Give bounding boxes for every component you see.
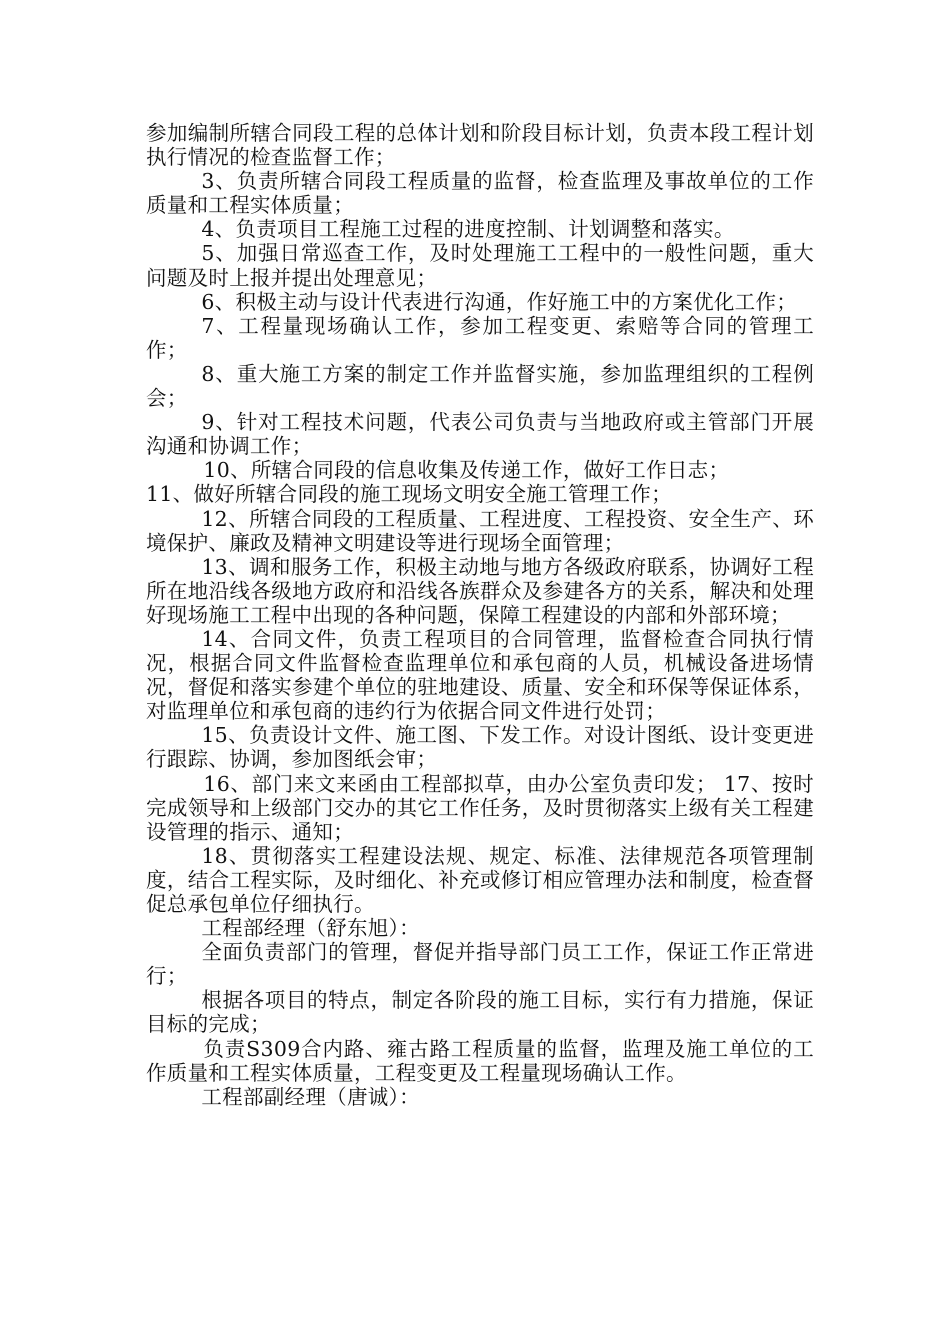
paragraph-item-4: 4、负责项目工程施工过程的进度控制、计划调整和落实。 [201, 217, 735, 242]
paragraph-item-18: 18、贯彻落实工程建设法规、规定、标准、法律规范各项管理制度，结合工程实际，及时细化、补充或修订相应管理办法和制度，检查督促总承包单位仔细执行。 [146, 843, 814, 916]
paragraph-item-7: 7、工程量现场确认工作，参加工程变更、索赔等合同的管理工作； [146, 313, 814, 362]
paragraph-plan: 参加编制所辖合同段工程的总体计划和阶段目标计划，负责本段工程计划执行情况的检查监督工作； [146, 121, 814, 170]
paragraph-item-8: 8、重大施工方案的制定工作并监督实施，参加监理组织的工程例会； [146, 361, 814, 411]
paragraph-manager-duty-1: 全面负责部门的管理，督促并指导部门员工工作，保证工作正常进行； [146, 940, 814, 989]
paragraph-item-11: 11、做好所辖合同段的施工现场文明安全施工管理工作； [146, 482, 672, 507]
heading-manager: 工程部经理（舒东旭）： [201, 916, 420, 941]
paragraph-item-5: 5、加强日常巡查工作，及时处理施工工程中的一般性问题，重大问题及时上报并提出处理意见； [146, 241, 814, 290]
paragraph-manager-duty-3: 负责S309合内路、雍古路工程质量的监督，监理及施工单位的工作质量和工程实体质量，工程变更及工程量现场确认工作。 [146, 1036, 814, 1085]
paragraph-manager-duty-2: 根据各项目的特点，制定各阶段的施工目标，实行有力措施，保证目标的完成； [146, 988, 814, 1037]
paragraph-item-10: 10、所辖合同段的信息收集及传递工作，做好工作日志； [203, 458, 730, 483]
paragraph-item-12: 12、所辖合同段的工程质量、工程进度、工程投资、安全生产、环境保护、廉政及精神文明建设等进行现场全面管理； [146, 506, 814, 555]
paragraph-item-14: 14、合同文件，负责工程项目的合同管理，监督检查合同执行情况，根据合同文件监督检查监理单位和承包商的人员，机械设备进场情况，督促和落实参建个单位的驻地建设、质量、安全和环保等保证体系，对监理单位和承包商的违约行为依据合同文件进行处罚； [146, 626, 814, 724]
paragraph-item-6: 6、积极主动与设计代表进行沟通，作好施工中的方案优化工作； [201, 289, 798, 314]
paragraph-item-13: 13、调和服务工作，积极主动地与地方各级政府联系，协调好工程所在地沿线各级地方政府和沿线各族群众及参建各方的关系，解决和处理好现场施工工程中出现的各种问题，保障工程建设的内部和外部环境； [146, 554, 814, 627]
paragraph-item-16-17: 16、部门来文来函由工程部拟草，由办公室负责印发； 17、按时完成领导和上级部门交办的其它工作任务，及时贯彻落实上级有关工程建设管理的指示、通知； [146, 771, 814, 844]
paragraph-item-15: 15、负责设计文件、施工图、下发工作。对设计图纸、设计变更进行跟踪、协调，参加图纸会审； [146, 723, 814, 772]
document-body [146, 121, 814, 1109]
paragraph-item-9: 9、针对工程技术问题，代表公司负责与当地政府或主管部门开展沟通和协调工作； [146, 410, 814, 459]
paragraph-item-3: 3、负责所辖合同段工程质量的监督，检查监理及事故单位的工作质量和工程实体质量； [146, 169, 814, 218]
heading-deputy-manager: 工程部副经理（唐诚）： [201, 1084, 420, 1109]
